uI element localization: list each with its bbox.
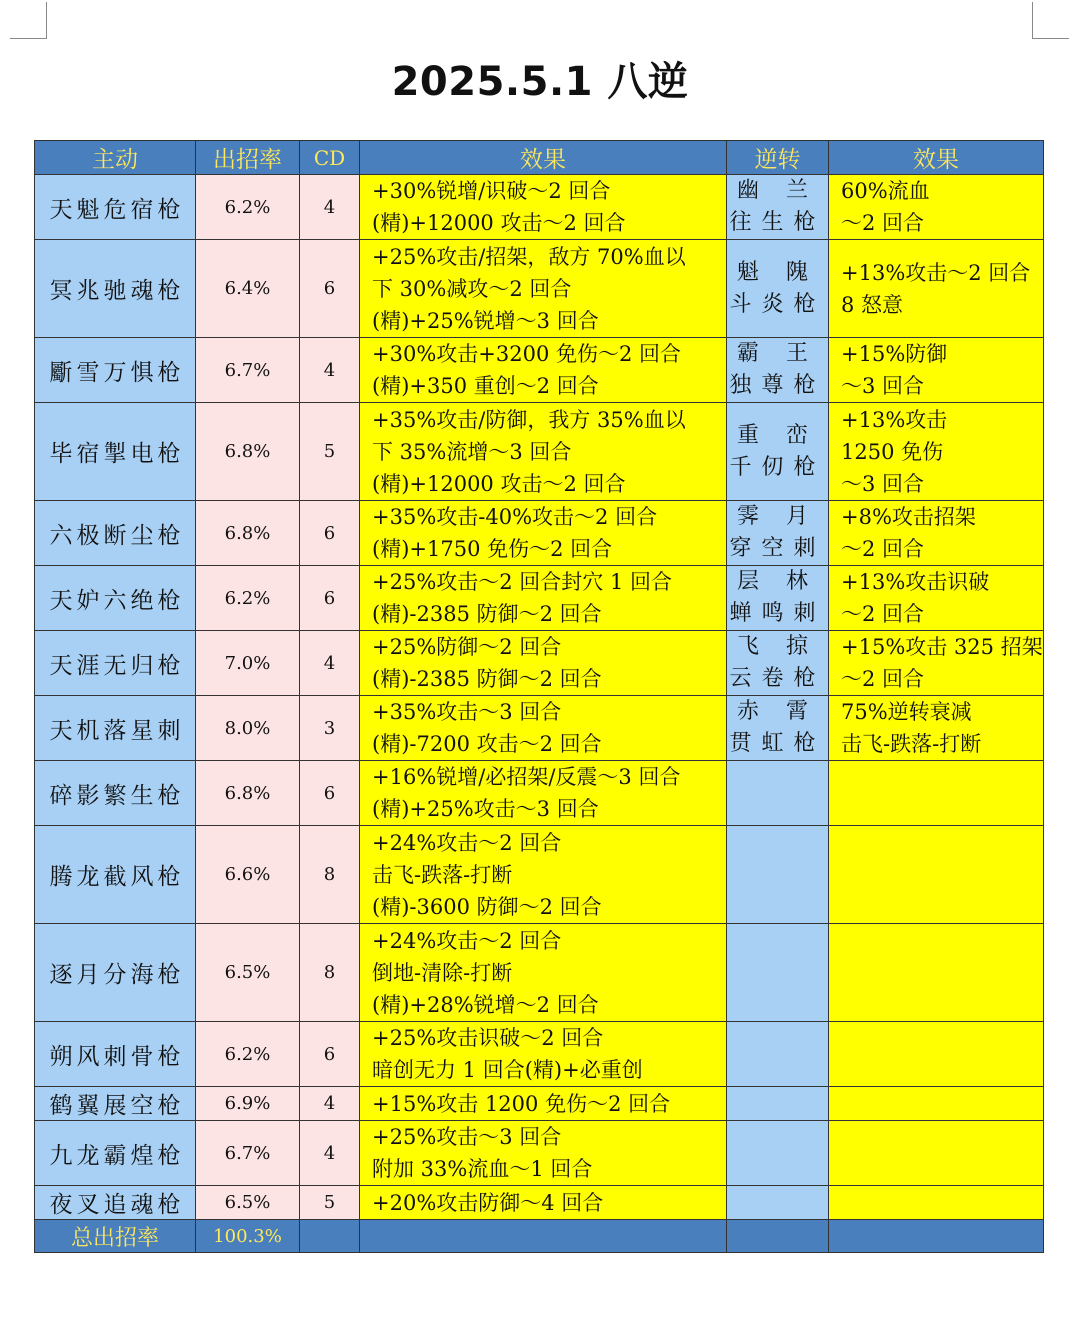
reverse-effect — [829, 631, 1044, 696]
skill-cd: 4 — [300, 338, 360, 403]
page-title: 2025.5.1 八逆 — [391, 59, 689, 105]
header-active: 主动 — [35, 141, 196, 175]
skill-effect — [360, 1121, 727, 1186]
total-label: 总出招率 — [35, 1220, 196, 1253]
reverse-effect-line: +15%防御 — [841, 342, 948, 366]
skill-name: 毕宿掣电枪 — [35, 403, 196, 501]
reverse-line: 蝉鸣刺 — [729, 601, 826, 626]
skill-effect — [360, 1022, 727, 1087]
skill-rate: 7.0% — [196, 631, 300, 696]
skill-name: 腾龙截风枪 — [35, 826, 196, 924]
header-cd: CD — [300, 141, 360, 175]
skill-effect — [360, 826, 727, 924]
reverse-effect-line: ～3 回合 — [841, 374, 925, 398]
reverse-effect-line: ～3 回合 — [841, 471, 925, 496]
header-row — [35, 141, 1044, 175]
table-row — [35, 1022, 1044, 1087]
skill-rate: 6.7% — [196, 1121, 300, 1186]
reverse-effect-line: ～2 回合 — [841, 667, 925, 691]
effect-line: (精)-7200 攻击～2 回合 — [372, 732, 602, 756]
table-row — [35, 631, 1044, 696]
reverse-effect-line: 60%流血 — [841, 179, 930, 203]
reverse-effect — [829, 403, 1044, 501]
reverse-effect-line: ～2 回合 — [841, 537, 925, 561]
skill-table — [34, 140, 1044, 1253]
skill-cd: 5 — [300, 1186, 360, 1220]
skill-cd: 6 — [300, 501, 360, 566]
effect-line: (精)+1750 免伤～2 回合 — [372, 537, 613, 561]
reverse-skill — [727, 924, 829, 1022]
skill-cd: 4 — [300, 175, 360, 240]
table-row — [35, 1121, 1044, 1186]
skill-cd: 3 — [300, 696, 360, 761]
reverse-skill — [727, 403, 829, 501]
skill-effect — [360, 924, 727, 1022]
skill-effect — [360, 631, 727, 696]
effect-line: +24%攻击～2 回合 — [372, 928, 562, 953]
effect-line: +15%攻击 1200 免伤～2 回合 — [372, 1091, 671, 1116]
total-empty-cd — [300, 1220, 360, 1253]
table-row — [35, 826, 1044, 924]
reverse-line: 穿空刺 — [729, 536, 826, 561]
skill-effect — [360, 501, 727, 566]
effect-line: (精)-2385 防御～2 回合 — [372, 667, 602, 691]
reverse-effect-line: 击飞-跌落-打断 — [841, 732, 982, 756]
effect-line: 下 30%减攻～2 回合 — [372, 276, 572, 301]
total-empty-effect — [360, 1220, 727, 1253]
reverse-skill — [727, 1186, 829, 1220]
reverse-skill — [727, 696, 829, 761]
reverse-line: 层 林 — [737, 569, 818, 594]
effect-line: +25%攻击～3 回合 — [372, 1125, 562, 1149]
effect-line: (精)+350 重创～2 回合 — [372, 374, 599, 398]
effect-line: +35%攻击-40%攻击～2 回合 — [372, 505, 658, 529]
header-reverse-effect: 效果 — [829, 141, 1044, 175]
skill-effect — [360, 175, 727, 240]
reverse-line: 千仞枪 — [729, 454, 826, 480]
skill-name: 碎影繁生枪 — [35, 761, 196, 826]
skill-name: 天妒六绝枪 — [35, 566, 196, 631]
reverse-line: 霸 王 — [737, 341, 818, 366]
reverse-line: 飞 掠 — [737, 634, 818, 659]
skill-effect — [360, 696, 727, 761]
reverse-effect-line: 8 怒意 — [841, 292, 904, 317]
reverse-effect — [829, 1087, 1044, 1121]
skill-rate: 6.8% — [196, 403, 300, 501]
skill-name: 冥兆驰魂枪 — [35, 240, 196, 338]
skill-effect — [360, 338, 727, 403]
reverse-effect-line: +13%攻击识破 — [841, 570, 990, 594]
header-reverse: 逆转 — [727, 141, 829, 175]
skill-effect — [360, 1186, 727, 1220]
effect-line: +25%攻击/招架，敌方 70%血以 — [372, 244, 686, 269]
effect-line: +24%攻击～2 回合 — [372, 830, 562, 855]
header-rate: 出招率 — [196, 141, 300, 175]
reverse-skill — [727, 175, 829, 240]
skill-rate: 6.9% — [196, 1087, 300, 1121]
reverse-effect — [829, 1022, 1044, 1087]
reverse-effect — [829, 1186, 1044, 1220]
skill-cd: 8 — [300, 924, 360, 1022]
effect-line: +25%攻击～2 回合封穴 1 回合 — [372, 570, 673, 594]
reverse-line: 赤 霄 — [737, 699, 818, 724]
reverse-skill — [727, 826, 829, 924]
header-effect: 效果 — [360, 141, 727, 175]
effect-line: 下 35%流增～3 回合 — [372, 439, 572, 464]
skill-cd: 4 — [300, 631, 360, 696]
reverse-line: 往生枪 — [729, 210, 826, 235]
skill-effect — [360, 1087, 727, 1121]
reverse-effect-line: +15%攻击 325 招架 — [841, 635, 1043, 659]
effect-line: 暗创无力 1 回合(精)+必重创 — [372, 1058, 643, 1082]
reverse-effect — [829, 696, 1044, 761]
skill-cd: 6 — [300, 1022, 360, 1087]
skill-rate: 6.2% — [196, 1022, 300, 1087]
effect-line: 击飞-跌落-打断 — [372, 862, 513, 887]
effect-line: +30%攻击+3200 免伤～2 回合 — [372, 342, 682, 366]
effect-line: (精)+28%锐增～2 回合 — [372, 992, 599, 1017]
skill-name: 六极断尘枪 — [35, 501, 196, 566]
skill-rate: 6.8% — [196, 501, 300, 566]
reverse-effect-line: +8%攻击招架 — [841, 505, 976, 529]
reverse-effect-line: 1250 免伤 — [841, 439, 944, 464]
skill-cd: 4 — [300, 1087, 360, 1121]
skill-cd: 6 — [300, 240, 360, 338]
skill-rate: 6.6% — [196, 826, 300, 924]
skill-rate: 6.4% — [196, 240, 300, 338]
effect-line: 倒地-清除-打断 — [372, 960, 513, 985]
table-row — [35, 501, 1044, 566]
effect-line: (精)-2385 防御～2 回合 — [372, 602, 602, 626]
effect-line: +35%攻击/防御，我方 35%血以 — [372, 407, 686, 432]
skill-name: 天机落星刺 — [35, 696, 196, 761]
reverse-effect-line: ～2 回合 — [841, 602, 925, 626]
reverse-skill — [727, 338, 829, 403]
effect-line: (精)+12000 攻击～2 回合 — [372, 471, 626, 496]
skill-rate: 6.5% — [196, 1186, 300, 1220]
total-empty-reverse-effect — [829, 1220, 1044, 1253]
total-row — [35, 1220, 1044, 1253]
skill-name: 夜叉追魂枪 — [35, 1186, 196, 1220]
table-row — [35, 175, 1044, 240]
total-value: 100.3% — [196, 1220, 300, 1253]
effect-line: (精)+25%锐增～3 回合 — [372, 308, 599, 333]
crop-mark-top-right — [1032, 2, 1069, 39]
reverse-effect — [829, 1121, 1044, 1186]
skill-rate: 6.8% — [196, 761, 300, 826]
skill-name: 天涯无归枪 — [35, 631, 196, 696]
table-row — [35, 1186, 1044, 1220]
reverse-effect-line: ～2 回合 — [841, 211, 925, 235]
effect-line: (精)+25%攻击～3 回合 — [372, 797, 599, 821]
total-empty-reverse — [727, 1220, 829, 1253]
reverse-effect-line: 75%逆转衰减 — [841, 700, 972, 724]
reverse-effect — [829, 240, 1044, 338]
skill-cd: 6 — [300, 566, 360, 631]
reverse-effect — [829, 761, 1044, 826]
reverse-effect — [829, 566, 1044, 631]
table-row — [35, 696, 1044, 761]
reverse-line: 魁 隗 — [737, 259, 818, 285]
reverse-skill — [727, 240, 829, 338]
skill-cd: 8 — [300, 826, 360, 924]
reverse-skill — [727, 501, 829, 566]
crop-mark-top-left — [10, 2, 47, 39]
skill-effect — [360, 403, 727, 501]
skill-rate: 6.2% — [196, 566, 300, 631]
effect-line: +35%攻击～3 回合 — [372, 700, 562, 724]
reverse-line: 云卷枪 — [729, 666, 826, 691]
table-row — [35, 1087, 1044, 1121]
table-row — [35, 924, 1044, 1022]
reverse-effect — [829, 924, 1044, 1022]
reverse-skill — [727, 1022, 829, 1087]
table-row — [35, 566, 1044, 631]
reverse-skill — [727, 1087, 829, 1121]
skill-cd: 5 — [300, 403, 360, 501]
skill-cd: 4 — [300, 1121, 360, 1186]
effect-line: (精)+12000 攻击～2 回合 — [372, 211, 626, 235]
skill-effect — [360, 240, 727, 338]
reverse-line: 重 峦 — [737, 422, 818, 448]
skill-name: 鹤翼展空枪 — [35, 1087, 196, 1121]
table-row — [35, 403, 1044, 501]
reverse-skill — [727, 566, 829, 631]
reverse-line: 幽 兰 — [737, 178, 818, 203]
reverse-line: 贯虹枪 — [729, 731, 826, 756]
effect-line: +20%攻击防御～4 回合 — [372, 1190, 604, 1215]
skill-name: 朔风刺骨枪 — [35, 1022, 196, 1087]
reverse-line: 独尊枪 — [729, 373, 826, 398]
reverse-line: 霁 月 — [737, 504, 818, 529]
table-row — [35, 761, 1044, 826]
skill-rate: 6.7% — [196, 338, 300, 403]
reverse-line: 斗炎枪 — [729, 291, 826, 317]
skill-name: 斸雪万惧枪 — [35, 338, 196, 403]
reverse-skill — [727, 1121, 829, 1186]
table-row — [35, 338, 1044, 403]
skill-effect — [360, 566, 727, 631]
reverse-effect — [829, 338, 1044, 403]
effect-line: (精)-3600 防御～2 回合 — [372, 894, 602, 919]
reverse-effect — [829, 175, 1044, 240]
effect-line: +16%锐增/必招架/反震～3 回合 — [372, 765, 681, 789]
skill-name: 天魁危宿枪 — [35, 175, 196, 240]
skill-name: 九龙霸煌枪 — [35, 1121, 196, 1186]
skill-name: 逐月分海枪 — [35, 924, 196, 1022]
effect-line: +25%防御～2 回合 — [372, 635, 562, 659]
reverse-effect — [829, 501, 1044, 566]
skill-rate: 6.2% — [196, 175, 300, 240]
skill-cd: 6 — [300, 761, 360, 826]
skill-rate: 6.5% — [196, 924, 300, 1022]
skill-rate: 8.0% — [196, 696, 300, 761]
effect-line: +25%攻击识破～2 回合 — [372, 1026, 604, 1050]
reverse-effect-line: +13%攻击～2 回合 — [841, 260, 1031, 285]
reverse-effect-line: +13%攻击 — [841, 407, 948, 432]
effect-line: 附加 33%流血～1 回合 — [372, 1157, 593, 1181]
skill-effect — [360, 761, 727, 826]
reverse-skill — [727, 761, 829, 826]
reverse-skill — [727, 631, 829, 696]
effect-line: +30%锐增/识破～2 回合 — [372, 179, 611, 203]
table-row — [35, 240, 1044, 338]
reverse-effect — [829, 826, 1044, 924]
